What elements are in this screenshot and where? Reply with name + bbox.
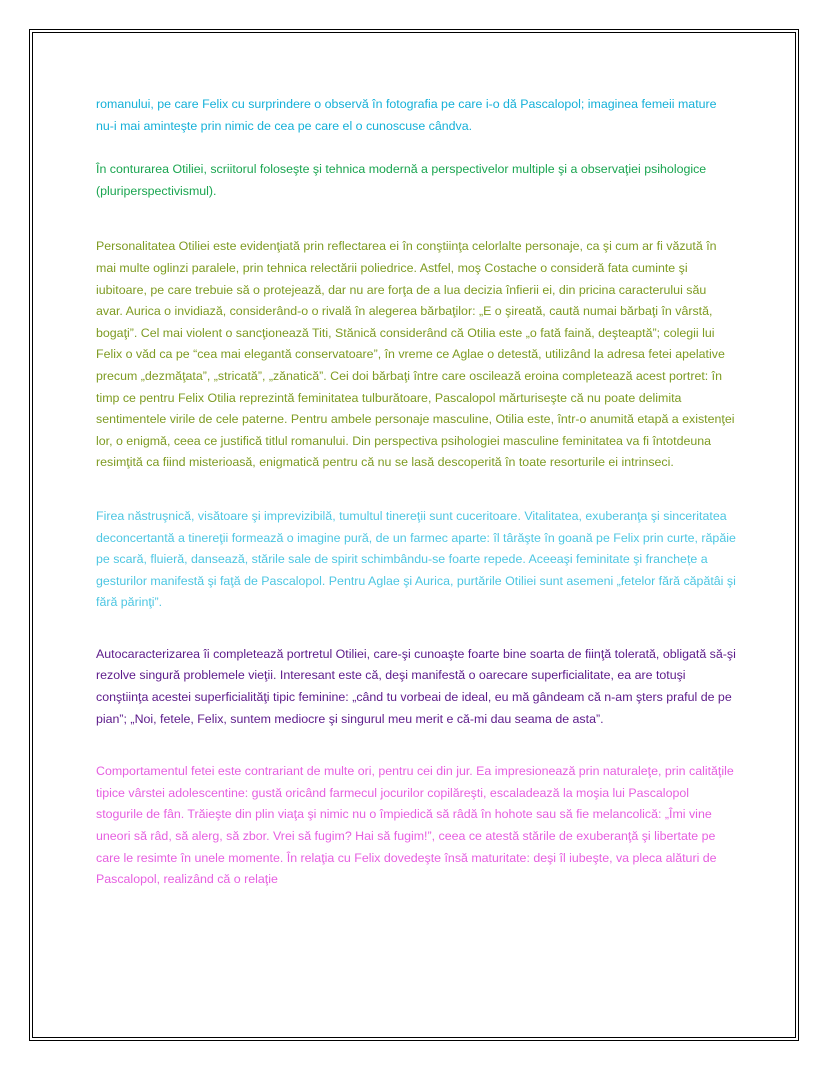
paragraph-multiple-perspectives: În conturarea Otiliei, scriitorul foloseşte şi tehnica modernă a perspectivelor multiple şi a observaţiei psihologice (pluriperspectivismul).	[96, 162, 707, 198]
paragraph-self-characterization: Autocaracterizarea îi completează portretul Otiliei, care-şi cunoaşte foarte bine soarta de fiinţă tolerată, obligată să-şi rezolve singură problemele vieţii. Interesant este că, deşi manifestă o oarecare superficialitate, ea are totuşi conştiinţa acestei superficialităţi tipic feminine: „când tu vorbeai de ideal, eu mă gândeam că n-am şters praful de pe pian”; „Noi, fetele, Felix, suntem mediocre şi singurul meu merit e că-mi dau seama de asta”.	[96, 646, 736, 726]
document-body	[96, 94, 736, 891]
paragraph-portrait-photo: romanului, pe care Felix cu surprindere o observă în fotografia pe care i-o dă Pascalopol; imaginea femeii mature nu-i mai aminteşte prin nimic de cea pe care el o cunoscuse cândva.	[96, 97, 717, 133]
paragraph-youthful-nature: Firea năstruşnică, visătoare şi imprevizibilă, tumultul tinereţii sunt cuceritoare. Vitalitatea, exuberanţa şi sinceritatea deconcertantă a tinereţii formează o imagine pură, de un farmec aparte: îl târăşte în goană pe Felix prin curte, răpăie pe scară, fluieră, dansează, stările sale de spirit schimbându-se foarte repede. Aceeaşi feminitate şi franchețe a gesturilor manifestă şi faţă de Pascalopol. Pentru Aglae şi Aurica, purtările Otiliei sunt asemeni „fetelor fără căpătâi şi fără părinţi”.	[96, 508, 736, 610]
paragraph-personality-reflection: Personalitatea Otiliei este evidenţiată prin reflectarea ei în conştiinţa celorlalte personaje, ca şi cum ar fi văzută în mai multe oglinzi paralele, prin tehnica relectării poliedrice. Astfel, moş Costache o consideră fata cuminte şi iubitoare, pe care trebuie să o protejează, dar nu are forţa de a lua decizia înfierii ei, din pricina caracterului său avar. Aurica o invidiază, considerând-o o rivală în alegerea bărbaţilor: „E o şireată, caută numai bărbaţi în vârstă, bogaţi”. Cel mai violent o sancţionează Titi, Stănică considerând că Otilia este „o fată faină, deşteaptă”; colegii lui Felix o văd ca pe “cea mai elegantă conservatoare”, în vreme ce Aglae o detestă, utilizând la adresa fetei apelative precum „dezmăţata”, „stricată”, „zănatică”. Cei doi bărbaţi între care oscilează eroina completează acest portret: în timp ce pentru Felix Otilia reprezintă feminitatea tulburătoare, Pascalopol mărturiseşte că nu poate delimita sentimentele virile de cele paterne. Pentru ambele personaje masculine, Otilia este, într-o anumită etapă a existenţei lor, o enigmă, ceea ce justifică titlul romanului. Din perspectiva psihologiei masculine feminitatea va fi întotdeuna resimţită ca fiind misterioasă, enigmatică pentru că nu se lasă descoperită în toate resorturile ei intrinseci.	[96, 239, 735, 470]
paragraph-behavior: Comportamentul fetei este contrariant de multe ori, pentru cei din jur. Ea impresionează prin naturaleţe, prin calităţile tipice vârstei adolescentine: gustă oricând farmecul jocurilor copilăreşti, escaladează la moşia lui Pascalopol stogurile de fân. Trăieşte din plin viaţa şi nimic nu o împiedică să râdă în hohote sau să fie melancolică: „Îmi vine uneori să râd, să alerg, să zbor. Vrei să fugim? Hai să fugim!”, ceea ce atestă stările de exuberanţă şi libertate pe care le resimte în unele momente. În relaţia cu Felix dovedeşte însă maturitate: deşi îl iubeşte, va pleca alături de Pascalopol, realizând că o relaţie	[96, 764, 734, 887]
